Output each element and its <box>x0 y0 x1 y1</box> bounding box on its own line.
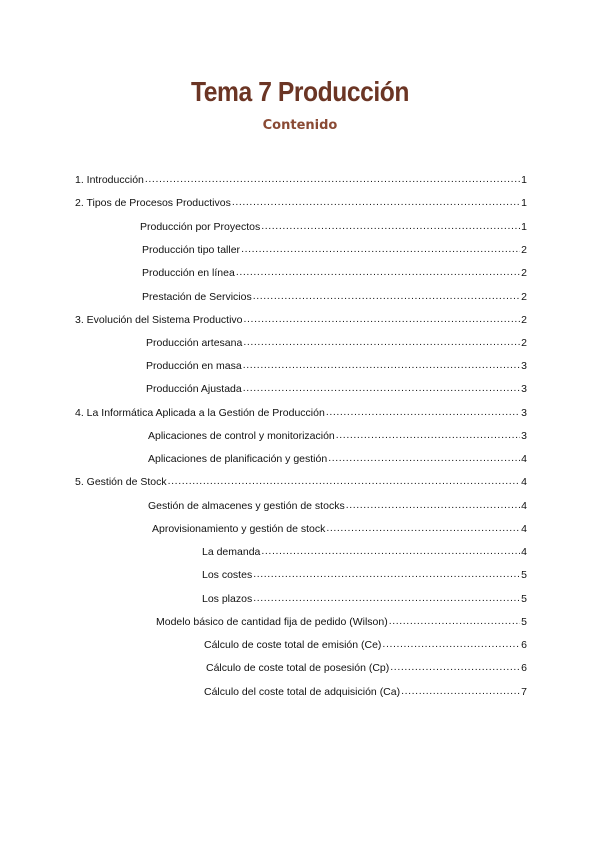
toc-entry-label: Producción tipo taller <box>142 244 241 256</box>
dot-leader <box>253 289 520 303</box>
toc-entry[interactable] <box>146 358 527 372</box>
dot-leader <box>243 381 520 395</box>
dot-leader <box>243 358 520 372</box>
toc-entry-page: 5 <box>521 569 527 581</box>
dot-leader <box>253 591 520 605</box>
toc-entry-label: La demanda <box>202 546 261 558</box>
toc-entry-page: 4 <box>521 546 527 558</box>
toc-entry-page: 6 <box>521 662 527 674</box>
toc-entry-page: 3 <box>521 407 527 419</box>
dot-leader <box>382 637 520 651</box>
toc-entry-page: 4 <box>521 523 527 535</box>
toc-entry-label: 2. Tipos de Procesos Productivos <box>75 197 231 209</box>
dot-leader <box>243 335 520 349</box>
toc-entry-page: 2 <box>521 291 527 303</box>
toc-entry[interactable] <box>148 428 527 442</box>
toc-entry-page: 2 <box>521 267 527 279</box>
toc-entry[interactable] <box>156 614 527 628</box>
toc-entry-page: 1 <box>521 174 527 186</box>
toc-entry-page: 2 <box>521 337 527 349</box>
toc-entry-label: Cálculo del coste total de adquisición (Ca) <box>204 686 401 698</box>
toc-entry[interactable] <box>75 474 527 488</box>
document-title: Tema 7 Producción <box>191 76 409 107</box>
dot-leader <box>236 265 520 279</box>
toc-entry-page: 1 <box>521 197 527 209</box>
toc-entry-page: 5 <box>521 616 527 628</box>
dot-leader <box>389 614 520 628</box>
toc-entry[interactable] <box>202 591 527 605</box>
dot-leader <box>261 219 520 233</box>
toc-entry-page: 3 <box>521 360 527 372</box>
toc-entry[interactable] <box>142 265 527 279</box>
dot-leader <box>390 660 520 674</box>
toc-entry-label: Los plazos <box>202 593 253 605</box>
toc-entry[interactable] <box>206 660 527 674</box>
dot-leader <box>145 172 520 186</box>
toc-entry-page: 2 <box>521 244 527 256</box>
dot-leader <box>336 428 520 442</box>
toc-entry-label: 3. Evolución del Sistema Productivo <box>75 314 243 326</box>
toc-entry-label: Cálculo de coste total de emisión (Ce) <box>204 639 382 651</box>
toc-entry[interactable] <box>146 335 527 349</box>
toc-entry[interactable] <box>140 219 527 233</box>
toc-entry[interactable] <box>146 381 527 395</box>
toc-entry-label: Los costes <box>202 569 253 581</box>
toc-entry[interactable] <box>202 567 527 581</box>
toc-entry-label: Producción en masa <box>146 360 242 372</box>
toc-entry-label: Producción artesana <box>146 337 243 349</box>
toc-heading: Contenido <box>262 118 338 133</box>
dot-leader <box>326 405 520 419</box>
toc-entry[interactable] <box>75 195 527 209</box>
toc-entry-page: 4 <box>521 476 527 488</box>
toc-entry[interactable] <box>204 684 527 698</box>
toc-entry-label: Producción Ajustada <box>146 383 242 395</box>
toc-entry-label: Cálculo de coste total de posesión (Cp) <box>206 662 390 674</box>
toc-entry[interactable] <box>148 451 527 465</box>
toc-entry-label: Producción por Proyectos <box>140 221 261 233</box>
dot-leader <box>401 684 520 698</box>
dot-leader <box>232 195 520 209</box>
toc-entry-page: 4 <box>521 453 527 465</box>
toc-entry[interactable] <box>142 289 527 303</box>
toc-entry[interactable] <box>142 242 527 256</box>
toc-entry[interactable] <box>202 544 527 558</box>
toc-entry-label: Modelo básico de cantidad fija de pedido (Wilson) <box>156 616 388 628</box>
toc-entry[interactable] <box>75 172 527 186</box>
toc-entry-page: 4 <box>521 500 527 512</box>
toc-entry-label: Gestión de almacenes y gestión de stocks <box>148 500 345 512</box>
dot-leader <box>328 451 520 465</box>
toc-entry-page: 2 <box>521 314 527 326</box>
toc-entry-page: 7 <box>521 686 527 698</box>
dot-leader <box>168 474 521 488</box>
toc-entry[interactable] <box>148 498 527 512</box>
toc-entry-label: 4. La Informática Aplicada a la Gestión de Producción <box>75 407 325 419</box>
toc-entry-label: Aplicaciones de control y monitorización <box>148 430 335 442</box>
toc-entry-label: Prestación de Servicios <box>142 291 252 303</box>
toc-entry-label: Producción en línea <box>142 267 235 279</box>
toc-entry-label: 5. Gestión de Stock <box>75 476 167 488</box>
dot-leader <box>253 567 520 581</box>
toc-entry-page: 3 <box>521 430 527 442</box>
toc-entry[interactable] <box>204 637 527 651</box>
toc-entry-page: 1 <box>521 221 527 233</box>
toc-entry-page: 6 <box>521 639 527 651</box>
dot-leader <box>346 498 520 512</box>
toc-entry-label: Aprovisionamiento y gestión de stock <box>152 523 326 535</box>
dot-leader <box>244 312 521 326</box>
toc-entry-label: Aplicaciones de planificación y gestión <box>148 453 328 465</box>
toc-entry[interactable] <box>75 405 527 419</box>
toc-entry-page: 3 <box>521 383 527 395</box>
dot-leader <box>326 521 520 535</box>
toc-entry[interactable] <box>152 521 527 535</box>
dot-leader <box>261 544 520 558</box>
toc-entry[interactable] <box>75 312 527 326</box>
toc-entry-label: 1. Introducción <box>75 174 144 186</box>
dot-leader <box>241 242 520 256</box>
toc-entry-page: 5 <box>521 593 527 605</box>
